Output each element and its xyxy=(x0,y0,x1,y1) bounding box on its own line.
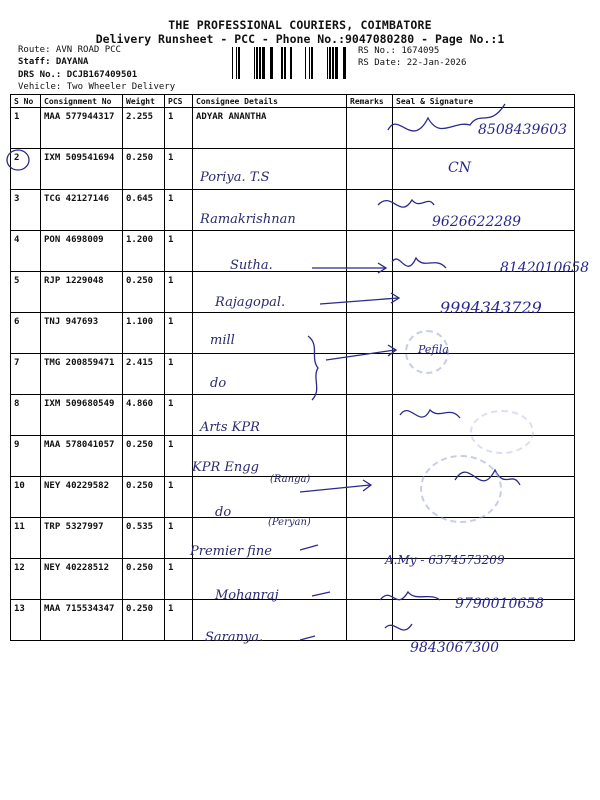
cell-signature xyxy=(393,149,575,190)
hw-row9-note: (Ranga) xyxy=(270,474,311,485)
cell-consignment: IXM 509680549 xyxy=(41,395,123,436)
cell-sno: 2 xyxy=(11,149,41,190)
table-row xyxy=(11,313,575,354)
barcode-bar xyxy=(238,47,240,79)
col-sno: S No xyxy=(11,95,41,108)
hw-row1-sig: 8508439603 xyxy=(478,122,568,138)
cell-pcs: 1 xyxy=(165,600,193,641)
cell-weight: 0.250 xyxy=(123,272,165,313)
cell-weight: 0.250 xyxy=(123,600,165,641)
hw-row6-sig: Pefila xyxy=(418,343,449,356)
barcode-bar xyxy=(281,47,283,79)
hw-row3-name: Ramakrishnan xyxy=(200,212,296,227)
cell-remarks xyxy=(347,436,393,477)
hw-row5-name: Rajagopal. xyxy=(215,295,286,310)
cell-remarks xyxy=(347,600,393,641)
cell-pcs: 1 xyxy=(165,190,193,231)
hw-row13-sig: 9843067300 xyxy=(410,640,500,656)
table-row xyxy=(11,354,575,395)
cell-weight: 0.250 xyxy=(123,559,165,600)
hw-row11-sig: A.My - 6374573209 xyxy=(385,553,505,567)
cell-pcs: 1 xyxy=(165,313,193,354)
cell-consignment: TNJ 947693 xyxy=(41,313,123,354)
cell-weight: 0.645 xyxy=(123,190,165,231)
cell-remarks xyxy=(347,149,393,190)
hw-row10-note: (Peryan) xyxy=(268,517,311,528)
barcode-bar xyxy=(305,47,306,79)
hw-row13-name: Saranya. xyxy=(205,630,264,645)
hw-row10-name: do xyxy=(215,505,232,520)
hw-row4-name: Sutha. xyxy=(230,258,273,273)
barcode-bar xyxy=(309,47,310,79)
col-consignee: Consignee Details xyxy=(193,95,347,108)
cell-sno: 10 xyxy=(11,477,41,518)
seal-stamp-row8 xyxy=(470,410,534,454)
hw-row6-name: mill xyxy=(210,333,235,348)
cell-sno: 9 xyxy=(11,436,41,477)
hw-row2-name: Poriya. T.S xyxy=(200,170,270,185)
cell-remarks xyxy=(347,395,393,436)
hw-row9-name: KPR Engg xyxy=(192,460,259,475)
cell-sno: 6 xyxy=(11,313,41,354)
cell-remarks xyxy=(347,231,393,272)
cell-pcs: 1 xyxy=(165,477,193,518)
hw-row4-sig: 8142010658 xyxy=(500,260,590,276)
route-label: Route: AVN ROAD PCC xyxy=(18,45,121,55)
cell-sno: 3 xyxy=(11,190,41,231)
barcode-bar xyxy=(335,47,338,79)
rs-number: RS No.: 1674095 xyxy=(358,46,440,56)
cell-consignment: TRP 5327997 xyxy=(41,518,123,559)
cell-pcs: 1 xyxy=(165,518,193,559)
cell-remarks xyxy=(347,108,393,149)
cell-remarks xyxy=(347,477,393,518)
barcode-bar xyxy=(327,47,328,79)
cell-sno: 11 xyxy=(11,518,41,559)
cell-weight: 1.100 xyxy=(123,313,165,354)
cell-sno: 5 xyxy=(11,272,41,313)
barcode-bar xyxy=(290,47,292,79)
barcode-bar xyxy=(343,47,346,79)
rs-date: RS Date: 22-Jan-2026 xyxy=(358,58,467,68)
document-title: THE PROFESSIONAL COURIERS, COIMBATORE xyxy=(168,18,432,32)
staff-label: Staff: DAYANA xyxy=(18,57,89,67)
cell-consignment: NEY 40229582 xyxy=(41,477,123,518)
seal-stamp-row9 xyxy=(420,455,502,523)
cell-weight: 0.250 xyxy=(123,436,165,477)
hw-row7-name: do xyxy=(210,376,227,391)
barcode-bar xyxy=(254,47,255,79)
cell-consignment: IXM 509541694 xyxy=(41,149,123,190)
cell-consignment: TCG 42127146 xyxy=(41,190,123,231)
cell-sno: 1 xyxy=(11,108,41,149)
hw-row12-sig: 9790010658 xyxy=(455,596,545,612)
col-pcs: PCS xyxy=(165,95,193,108)
vehicle-label: Vehicle: Two Wheeler Delivery xyxy=(18,82,176,92)
barcode-bar xyxy=(236,47,237,79)
cell-consignment: TMG 200859471 xyxy=(41,354,123,395)
hw-row5-sig: 9994343729 xyxy=(440,298,542,317)
col-signature: Seal & Signature xyxy=(393,95,575,108)
cell-weight: 0.250 xyxy=(123,149,165,190)
cell-pcs: 1 xyxy=(165,436,193,477)
document-subtitle: Delivery Runsheet - PCC - Phone No.:9047080280 - Page No.:1 xyxy=(95,32,505,46)
barcode-bar xyxy=(262,47,265,79)
hw-row3-sig: 9626622289 xyxy=(432,214,522,230)
hw-row8-name: Arts KPR xyxy=(200,420,260,435)
col-weight: Weight xyxy=(123,95,165,108)
cell-weight: 4.860 xyxy=(123,395,165,436)
barcode-bar xyxy=(311,47,313,79)
barcode xyxy=(230,47,356,79)
barcode-bar xyxy=(284,47,286,79)
hw-row2-note: CN xyxy=(448,160,471,176)
cell-weight: 0.250 xyxy=(123,477,165,518)
cell-consignment: NEY 40228512 xyxy=(41,559,123,600)
cell-sno: 8 xyxy=(11,395,41,436)
cell-sno: 4 xyxy=(11,231,41,272)
cell-weight: 2.255 xyxy=(123,108,165,149)
barcode-bar xyxy=(332,47,334,79)
cell-consignment: RJP 1229048 xyxy=(41,272,123,313)
cell-pcs: 1 xyxy=(165,354,193,395)
cell-consignment: MAA 577944317 xyxy=(41,108,123,149)
cell-sno: 7 xyxy=(11,354,41,395)
cell-sno: 12 xyxy=(11,559,41,600)
barcode-bar xyxy=(232,47,233,79)
col-remarks: Remarks xyxy=(347,95,393,108)
cell-remarks xyxy=(347,190,393,231)
cell-pcs: 1 xyxy=(165,395,193,436)
cell-weight: 1.200 xyxy=(123,231,165,272)
cell-sno: 13 xyxy=(11,600,41,641)
drs-label: DRS No.: DCJB167409501 xyxy=(18,70,138,80)
col-consignment: Consignment No xyxy=(41,95,123,108)
cell-weight: 0.535 xyxy=(123,518,165,559)
table-row xyxy=(11,149,575,190)
cell-consignment: MAA 578041057 xyxy=(41,436,123,477)
cell-remarks xyxy=(347,272,393,313)
barcode-bar xyxy=(329,47,331,79)
table-row xyxy=(11,231,575,272)
barcode-bar xyxy=(259,47,261,79)
cell-remarks xyxy=(347,354,393,395)
hw-row12-name: Mohanraj xyxy=(215,588,279,603)
cell-consignee: ADYAR ANANTHA xyxy=(193,108,347,149)
cell-pcs: 1 xyxy=(165,231,193,272)
cell-remarks xyxy=(347,313,393,354)
cell-pcs: 1 xyxy=(165,149,193,190)
barcode-bar xyxy=(256,47,258,79)
cell-consignment: PON 4698009 xyxy=(41,231,123,272)
hw-row11-name: Premier fine xyxy=(190,544,272,559)
table-header-row xyxy=(11,95,575,108)
barcode-bar xyxy=(270,47,273,79)
cell-pcs: 1 xyxy=(165,272,193,313)
cell-pcs: 1 xyxy=(165,559,193,600)
cell-weight: 2.415 xyxy=(123,354,165,395)
cell-consignment: MAA 715534347 xyxy=(41,600,123,641)
cell-pcs: 1 xyxy=(165,108,193,149)
